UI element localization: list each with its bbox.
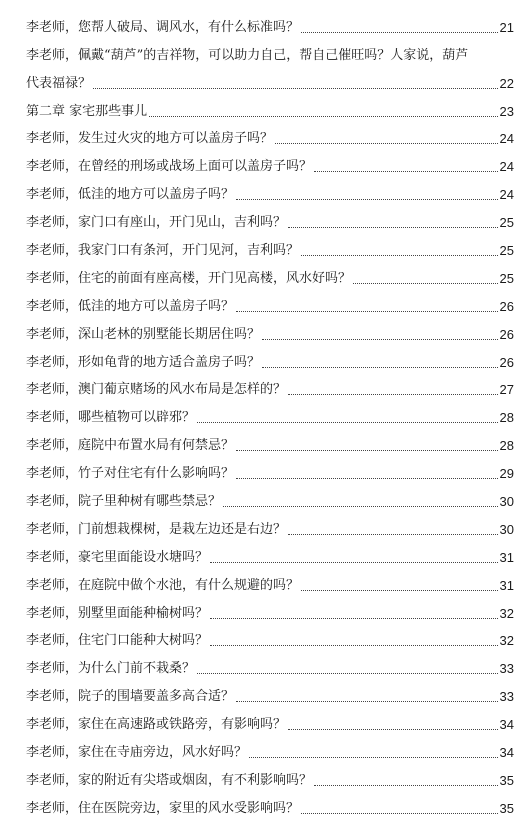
toc-leader-dots bbox=[301, 254, 498, 256]
toc-leader-dots bbox=[197, 421, 498, 423]
toc-entry[interactable] bbox=[26, 426, 514, 454]
toc-leader-dots bbox=[262, 366, 498, 368]
toc-leader-dots bbox=[197, 672, 498, 674]
toc-page-number: 32 bbox=[499, 605, 514, 621]
toc-page-number: 28 bbox=[499, 438, 514, 454]
toc-entry-title: 李老师，哪些植物可以辟邪？ bbox=[26, 410, 196, 426]
toc-leader-dots bbox=[301, 31, 498, 33]
toc-leader-dots bbox=[262, 338, 498, 340]
toc-page-number: 34 bbox=[499, 717, 514, 733]
toc-entry[interactable] bbox=[26, 147, 514, 175]
toc-page-number: 21 bbox=[499, 19, 514, 35]
toc-entry-title: 李老师，在庭院中做个水池，有什么规避的吗？ bbox=[26, 577, 300, 593]
toc-entry-title: 李老师，深山老林的别墅能长期居住吗？ bbox=[26, 326, 261, 342]
toc-entry[interactable] bbox=[26, 761, 514, 789]
toc-page-number: 29 bbox=[499, 466, 514, 482]
toc-page-number: 24 bbox=[499, 159, 514, 175]
toc-entry-title: 李老师，佩戴“葫芦”的吉祥物，可以助力自己，帮自己催旺吗？人家说，葫芦 bbox=[26, 47, 469, 63]
toc-leader-dots bbox=[223, 505, 498, 507]
toc-entry-title: 李老师，低洼的地方可以盖房子吗？ bbox=[26, 298, 235, 314]
toc-entry-title: 李老师，低洼的地方可以盖房子吗？ bbox=[26, 187, 235, 203]
toc-entry[interactable] bbox=[26, 175, 514, 203]
toc-page-number: 31 bbox=[499, 577, 514, 593]
toc-leader-dots bbox=[288, 226, 498, 228]
toc-entry[interactable] bbox=[26, 398, 514, 426]
toc-entry[interactable] bbox=[26, 649, 514, 677]
toc-entry[interactable] bbox=[26, 120, 514, 148]
toc-entry[interactable] bbox=[26, 705, 514, 733]
toc-entry[interactable] bbox=[26, 371, 514, 399]
toc-entry[interactable] bbox=[26, 538, 514, 566]
toc-leader-dots bbox=[236, 477, 498, 479]
toc-page-number: 27 bbox=[499, 382, 514, 398]
toc-entry-title: 李老师，院子里种树有哪些禁忌？ bbox=[26, 494, 222, 510]
toc-page-number: 28 bbox=[499, 410, 514, 426]
toc-entry-title: 代表福禄？ bbox=[26, 75, 92, 91]
toc-entry[interactable] bbox=[26, 231, 514, 259]
toc-page-number: 26 bbox=[499, 326, 514, 342]
toc-entry[interactable] bbox=[26, 594, 514, 622]
toc-page-number: 34 bbox=[499, 745, 514, 761]
toc-entry[interactable] bbox=[26, 677, 514, 705]
toc-page-number: 30 bbox=[499, 494, 514, 510]
toc-page-number: 32 bbox=[499, 633, 514, 649]
toc-page-number: 25 bbox=[499, 243, 514, 259]
toc-chapter-heading[interactable] bbox=[26, 92, 514, 120]
toc-leader-dots bbox=[288, 533, 498, 535]
toc-entry-title: 李老师，住宅的前面有座高楼，开门见高楼，风水好吗？ bbox=[26, 270, 352, 286]
toc-entry-title: 李老师，住宅门口能种大树吗？ bbox=[26, 633, 209, 649]
toc-page-number: 33 bbox=[499, 661, 514, 677]
toc-entry-title: 李老师，家的附近有尖塔或烟囱，有不利影响吗？ bbox=[26, 772, 313, 788]
toc-entry-title: 李老师，竹子对住宅有什么影响吗？ bbox=[26, 466, 235, 482]
toc-page-number: 33 bbox=[499, 689, 514, 705]
toc-page-number: 25 bbox=[499, 215, 514, 231]
toc-entry[interactable] bbox=[26, 287, 514, 315]
toc-leader-dots bbox=[314, 170, 498, 172]
toc-leader-dots bbox=[236, 449, 498, 451]
toc-leader-dots bbox=[236, 198, 498, 200]
toc-entry[interactable] bbox=[26, 454, 514, 482]
toc-entry-title: 李老师，澳门葡京赌场的风水布局是怎样的？ bbox=[26, 382, 287, 398]
toc-entry-title: 李老师，住在医院旁边，家里的风水受影响吗？ bbox=[26, 800, 300, 816]
toc-page-number: 35 bbox=[499, 800, 514, 816]
toc-leader-dots bbox=[149, 115, 497, 117]
toc-entry[interactable] bbox=[26, 203, 514, 231]
toc-leader-dots bbox=[210, 617, 498, 619]
toc-page-number: 23 bbox=[499, 103, 514, 119]
toc-page-number: 24 bbox=[499, 131, 514, 147]
toc-entry-title: 李老师，我家门口有条河，开门见河，吉利吗？ bbox=[26, 243, 300, 259]
toc-entry-title: 李老师，家住在寺庙旁边，风水好吗？ bbox=[26, 745, 248, 761]
toc-entry-title: 李老师，别墅里面能种榆树吗？ bbox=[26, 605, 209, 621]
toc-entry[interactable] bbox=[26, 733, 514, 761]
toc-entry-title: 李老师，您帮人破局、调风水，有什么标准吗？ bbox=[26, 19, 300, 35]
toc-page-number: 26 bbox=[499, 298, 514, 314]
toc-entry-title: 第二章 家宅那些事儿 bbox=[26, 103, 148, 119]
toc-leader-dots bbox=[301, 812, 498, 814]
toc-entry-title: 李老师，家住在高速路或铁路旁，有影响吗？ bbox=[26, 717, 287, 733]
toc-page-number: 31 bbox=[499, 549, 514, 565]
toc-entry[interactable] bbox=[26, 566, 514, 594]
table-of-contents bbox=[26, 8, 514, 817]
toc-entry-title: 李老师，为什么门前不栽桑？ bbox=[26, 661, 196, 677]
toc-leader-dots bbox=[288, 728, 498, 730]
toc-page-number: 26 bbox=[499, 354, 514, 370]
toc-leader-dots bbox=[236, 700, 498, 702]
toc-entry-title: 李老师，院子的围墙要盖多高合适？ bbox=[26, 689, 235, 705]
toc-entry-title: 李老师，庭院中布置水局有何禁忌？ bbox=[26, 438, 235, 454]
toc-entry[interactable] bbox=[26, 8, 514, 36]
toc-leader-dots bbox=[93, 87, 498, 89]
toc-entry[interactable] bbox=[26, 789, 514, 817]
toc-leader-dots bbox=[275, 142, 498, 144]
toc-entry[interactable] bbox=[26, 510, 514, 538]
toc-entry[interactable] bbox=[26, 482, 514, 510]
toc-leader-dots bbox=[353, 282, 498, 284]
toc-leader-dots bbox=[288, 393, 498, 395]
toc-leader-dots bbox=[249, 756, 498, 758]
toc-entry[interactable] bbox=[26, 343, 514, 371]
toc-leader-dots bbox=[314, 784, 498, 786]
toc-entry[interactable] bbox=[26, 259, 514, 287]
toc-entry-title: 李老师，门前想栽棵树，是栽左边还是右边？ bbox=[26, 521, 287, 537]
toc-page-number: 25 bbox=[499, 270, 514, 286]
toc-page-number: 22 bbox=[499, 75, 514, 91]
toc-entry-title: 李老师，家门口有座山，开门见山，吉利吗？ bbox=[26, 215, 287, 231]
toc-entry-title: 李老师，形如龟背的地方适合盖房子吗？ bbox=[26, 354, 261, 370]
toc-entry[interactable] bbox=[26, 622, 514, 650]
toc-entry-title: 李老师，豪宅里面能设水塘吗？ bbox=[26, 549, 209, 565]
toc-leader-dots bbox=[236, 310, 498, 312]
toc-entry[interactable] bbox=[26, 315, 514, 343]
toc-entry-continuation[interactable] bbox=[26, 64, 514, 92]
toc-leader-dots bbox=[301, 589, 498, 591]
toc-page-number: 35 bbox=[499, 772, 514, 788]
toc-leader-dots bbox=[210, 644, 498, 646]
toc-page-number: 30 bbox=[499, 521, 514, 537]
toc-page-number: 24 bbox=[499, 187, 514, 203]
toc-leader-dots bbox=[210, 561, 498, 563]
toc-entry[interactable] bbox=[26, 36, 514, 64]
toc-entry-title: 李老师，发生过火灾的地方可以盖房子吗？ bbox=[26, 131, 274, 147]
toc-entry-title: 李老师，在曾经的刑场或战场上面可以盖房子吗？ bbox=[26, 159, 313, 175]
